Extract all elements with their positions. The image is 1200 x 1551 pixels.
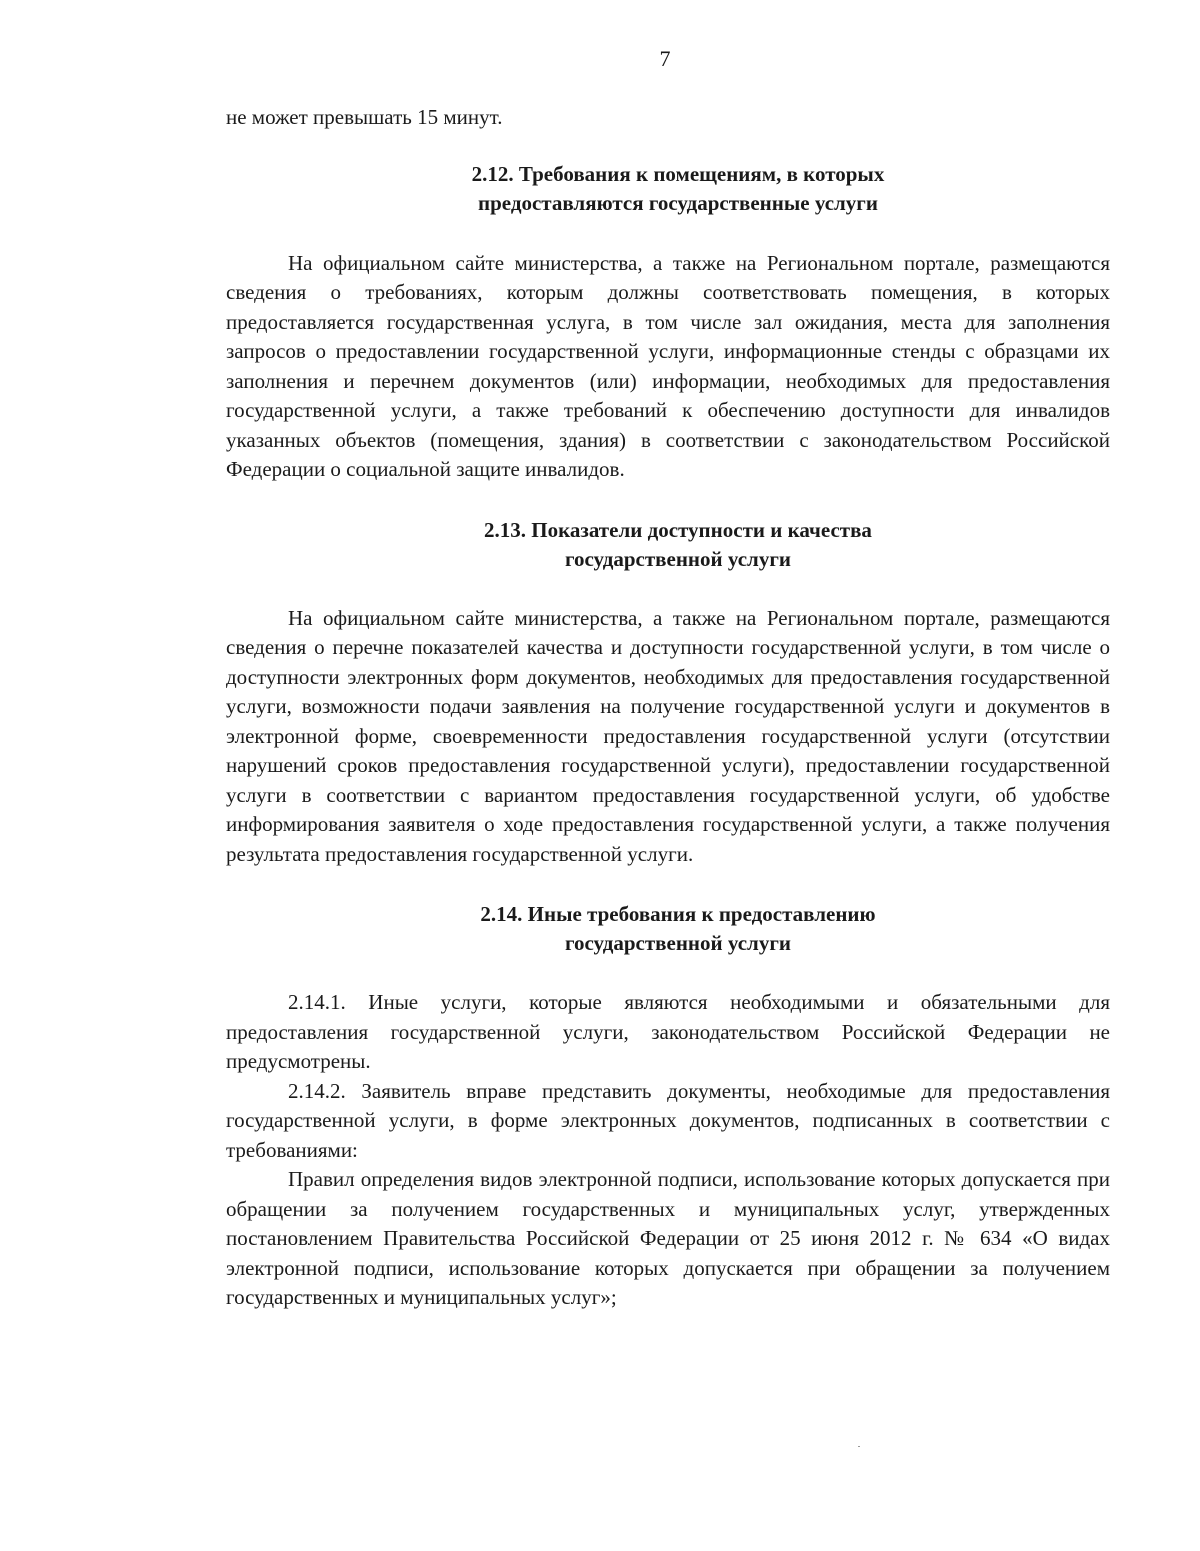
paragraph: На официальном сайте министерства, а также на Региональном портале, размещаются сведения о требованиях, которым должны соответствовать помещения, в которых предоставляется государственная услуга, в том числе зал ожидания, места для заполнения запросов о предоставлении государственной услуги, информационные стенды с образцами их заполнения и перечнем документов (или) информации, необходимых для предоставления государственной услуги, а также требований к обеспечению доступности для инвалидов указанных объектов (помещения, здания) в соответствии с законодательством Российской Федерации о социальной защите инвалидов. (226, 250, 1110, 481)
paragraph-2-14-1: 2.14.1. Иные услуги, которые являются необходимыми и обязательными для предоставления государственной услуги, законодательством Российской Федерации не предусмотрены. (226, 990, 1110, 1073)
paragraph: На официальном сайте министерства, а также на Региональном портале, размещаются сведения о перечне показателей качества и доступности государственной услуги, в том числе о доступности электронных форм документов, необходимых для предоставления государственной услуги, возможности подачи заявления на получение государственной услуги и документов в электронной форме, своевременности предоставления государственной услуги (отсутствии нарушений сроков предоставления государственной услуги), предоставлении государственной услуги в соответствии с вариантом предоставления государственной услуги, об удобстве информирования заявителя о ходе предоставления государственной услуги, а также получения результата предоставления государственной услуги. (226, 605, 1110, 866)
page-number: 7 (659, 46, 671, 71)
section-2-14 (226, 900, 1110, 1313)
section-heading-line: 2.12. Требования к помещениям, в которых (471, 161, 885, 186)
section-heading (226, 160, 1110, 218)
section-2-12 (226, 160, 1110, 485)
scan-speck (858, 1446, 860, 1447)
paragraph-rules: Правил определения видов электронной подписи, использование которых допускается при обращении за получением государственных и муниципальных услуг, утвержденных постановлением Правительства Российской Федерации от 25 июня 2012 г. № 634 «О видах электронной подписи, использование которых допускается при обращении за получением государственных и муниципальных услуг»; (226, 1167, 1110, 1309)
lead-text: не может превышать 15 минут. (226, 105, 503, 129)
section-heading (226, 516, 1110, 574)
section-2-13 (226, 516, 1110, 870)
document-body (226, 103, 1110, 1313)
section-heading-line: 2.13. Показатели доступности и качества (484, 517, 872, 542)
section-heading-line: государственной услуги (565, 546, 791, 571)
paragraph-2-14-2: 2.14.2. Заявитель вправе представить документы, необходимые для предоставления государственной услуги, в форме электронных документов, подписанных в соответствии с требованиями: (226, 1078, 1110, 1162)
section-heading-line: предоставляются государственные услуги (478, 190, 878, 215)
section-heading-line: государственной услуги (565, 931, 791, 955)
section-heading (226, 900, 1110, 958)
section-heading-line: 2.14. Иные требования к предоставлению (480, 902, 876, 926)
